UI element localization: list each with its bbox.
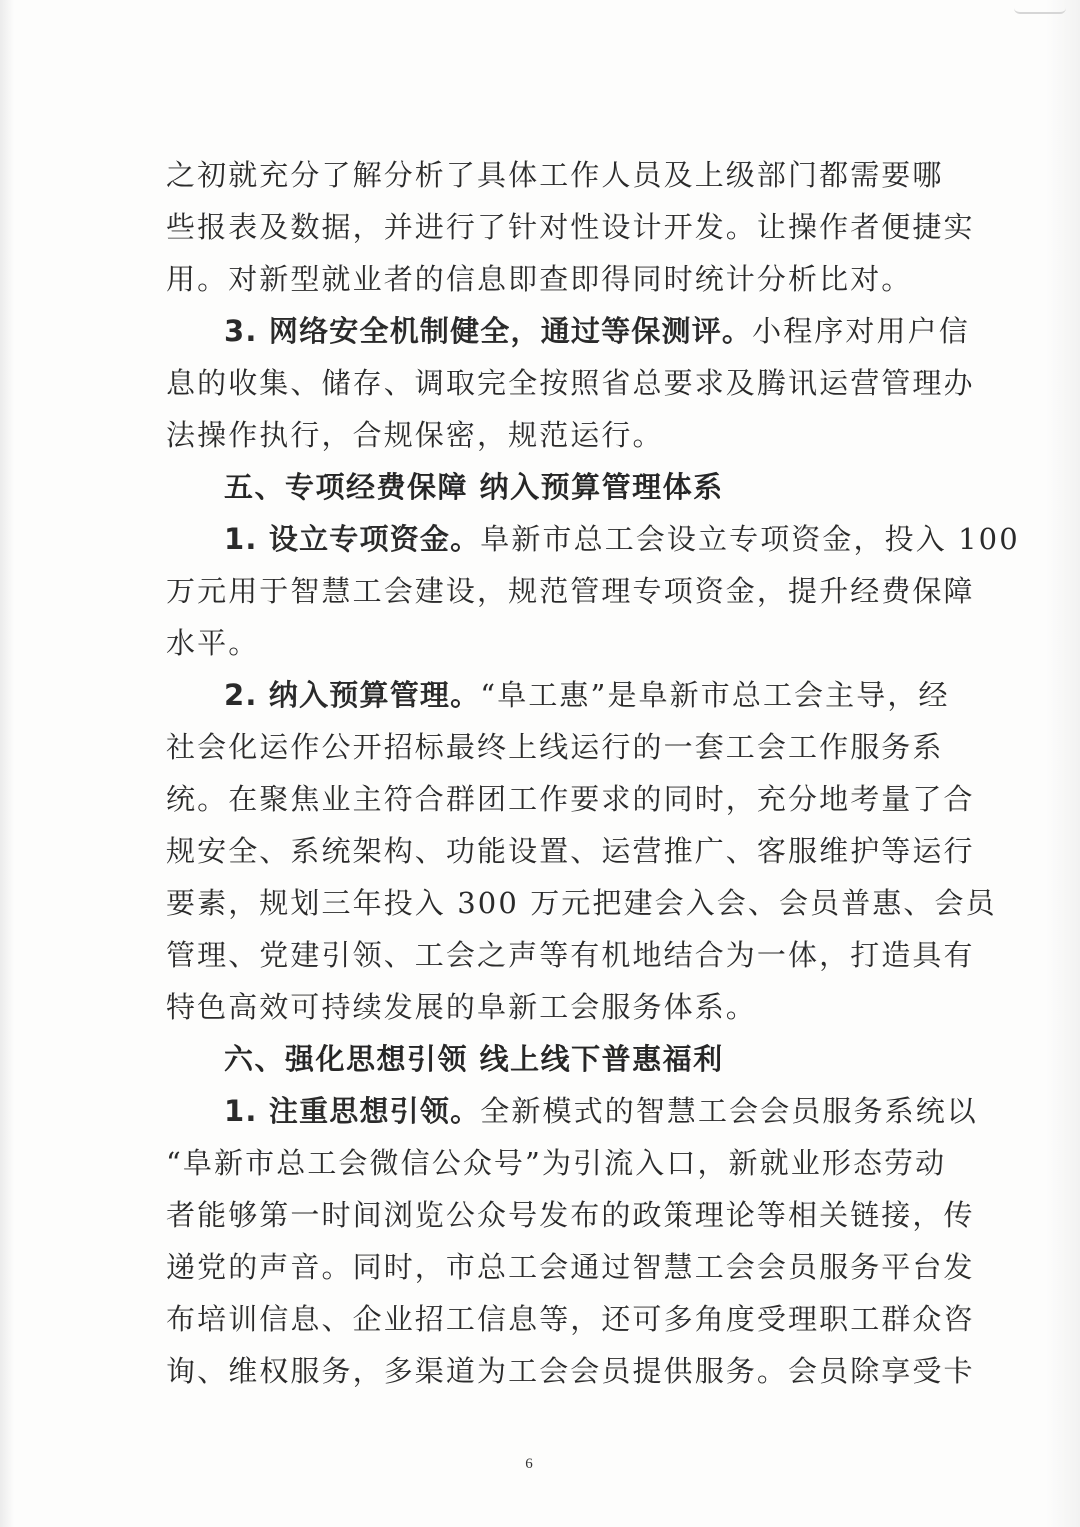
line-text: 社会化运作公开招标最终上线运行的一套工会工作服务系 xyxy=(166,730,944,764)
text-line xyxy=(166,1301,975,1337)
line-text: 之初就充分了解分析了具体工作人员及上级部门都需要哪 xyxy=(166,158,944,192)
line-text: 小程序对用户信 xyxy=(752,314,970,348)
line-text: 阜新市总工会设立专项资金，投入 100 xyxy=(480,522,1020,556)
text-line xyxy=(166,261,912,297)
text-line xyxy=(166,833,975,869)
line-text: 用。对新型就业者的信息即查即得同时统计分析比对。 xyxy=(166,262,913,296)
text-line xyxy=(166,989,757,1025)
text-line xyxy=(166,729,944,765)
section-heading xyxy=(224,469,724,505)
section-heading xyxy=(224,1041,724,1077)
text-line xyxy=(224,677,950,713)
body-text xyxy=(166,0,1020,1400)
line-text: 些报表及数据，并进行了针对性设计开发。让操作者便捷实 xyxy=(166,210,975,244)
line-text: 管理、党建引领、工会之声等有机地结合为一体，打造具有 xyxy=(166,938,975,972)
text-line xyxy=(166,1353,975,1389)
line-text: “阜新市总工会微信公众号”为引流入口，新就业形态劳动 xyxy=(166,1146,947,1180)
line-text: 六、强化思想引领 线上线下普惠福利 xyxy=(224,1042,724,1076)
text-line xyxy=(224,1093,978,1129)
scan-corner-mark xyxy=(1014,2,1066,14)
line-text: 特色高效可持续发展的阜新工会服务体系。 xyxy=(166,990,757,1024)
text-line xyxy=(166,625,259,661)
text-line xyxy=(166,573,975,609)
text-line xyxy=(166,1249,975,1285)
line-text: 五、专项经费保障 纳入预算管理体系 xyxy=(224,470,724,504)
line-text: 询、维权服务，多渠道为工会会员提供服务。会员除享受卡 xyxy=(166,1354,975,1388)
line-text: 者能够第一时间浏览公众号发布的政策理论等相关链接，传 xyxy=(166,1198,975,1232)
bold-lead-phrase: 3. 网络安全机制健全，通过等保测评。 xyxy=(224,314,753,348)
text-line xyxy=(224,313,970,349)
line-text: 法操作执行，合规保密，规范运行。 xyxy=(166,418,664,452)
text-line xyxy=(166,365,975,401)
bold-lead-phrase: 2. 纳入预算管理。 xyxy=(224,678,481,712)
text-line xyxy=(224,521,1020,557)
line-text: 全新模式的智慧工会会员服务系统以 xyxy=(480,1094,978,1128)
line-text: 统。在聚焦业主符合群团工作要求的同时，充分地考量了合 xyxy=(166,782,975,816)
text-line xyxy=(166,1145,947,1181)
text-line xyxy=(166,885,997,921)
line-text: “阜工惠”是阜新市总工会主导，经 xyxy=(480,678,950,712)
scan-shadow-right xyxy=(1046,0,1080,1527)
scan-shadow-left xyxy=(0,0,14,1527)
text-line xyxy=(166,417,664,453)
bold-lead-phrase: 1. 设立专项资金。 xyxy=(224,522,481,556)
text-line xyxy=(166,781,975,817)
line-text: 要素，规划三年投入 300 万元把建会入会、会员普惠、会员 xyxy=(166,886,997,920)
line-text: 规安全、系统架构、功能设置、运营推广、客服维护等运行 xyxy=(166,834,975,868)
text-line xyxy=(166,1197,975,1233)
line-text: 息的收集、储存、调取完全按照省总要求及腾讯运营管理办 xyxy=(166,366,975,400)
line-text: 递党的声音。同时，市总工会通过智慧工会会员服务平台发 xyxy=(166,1250,975,1284)
line-text: 布培训信息、企业招工信息等，还可多角度受理职工群众咨 xyxy=(166,1302,975,1336)
page-number: 6 xyxy=(525,1456,533,1472)
bold-lead-phrase: 1. 注重思想引领。 xyxy=(224,1094,481,1128)
line-text: 万元用于智慧工会建设，规范管理专项资金，提升经费保障 xyxy=(166,574,975,608)
text-line xyxy=(166,157,944,193)
text-line xyxy=(166,209,975,245)
text-line xyxy=(166,937,975,973)
line-text: 水平。 xyxy=(166,626,260,660)
